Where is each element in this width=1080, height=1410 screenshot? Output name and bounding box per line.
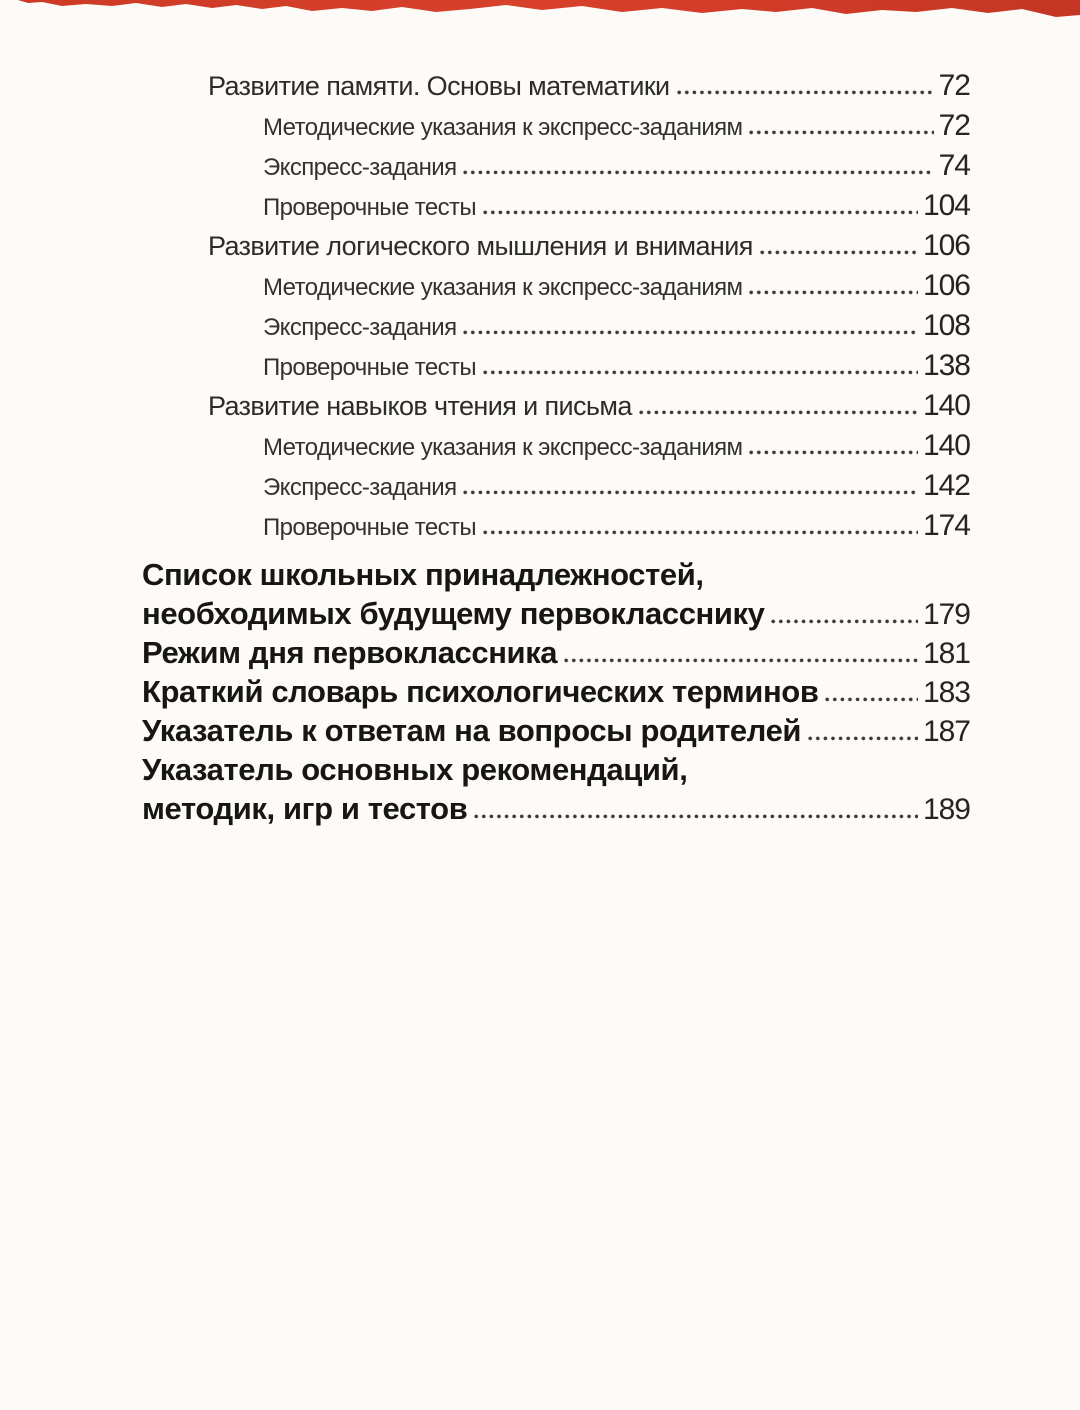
dot-leader xyxy=(483,369,918,375)
toc-entry xyxy=(142,306,970,346)
dot-leader xyxy=(564,657,918,663)
toc-entry-page: 183 xyxy=(922,676,970,709)
toc-entry xyxy=(142,106,970,146)
toc-entry xyxy=(142,426,970,466)
toc-entry-page: 106 xyxy=(922,229,970,262)
toc-entry xyxy=(142,226,970,266)
dot-leader xyxy=(483,209,918,215)
toc-entry-label: Проверочные тесты xyxy=(263,354,477,381)
dot-leader xyxy=(749,289,917,295)
toc-entry-page: 140 xyxy=(922,389,970,422)
toc-entry-label: Список школьных принадлежностей, xyxy=(142,557,704,592)
toc-entry-page: 72 xyxy=(938,109,970,142)
toc-entry xyxy=(142,506,970,546)
dot-leader xyxy=(749,129,933,135)
toc-entry xyxy=(142,750,970,789)
toc-entry-label: Развитие навыков чтения и письма xyxy=(208,391,632,421)
toc-entry-label: Методические указания к экспресс-заданиям xyxy=(263,114,743,141)
toc-entry-label: методик, игр и тестов xyxy=(142,791,468,826)
dot-leader xyxy=(483,529,918,535)
toc-entry-page: 108 xyxy=(922,309,970,342)
toc-entry-page: 106 xyxy=(922,269,970,302)
toc-entry-label: Проверочные тесты xyxy=(263,514,477,541)
toc-entry-label: Развитие логического мышления и внимания xyxy=(208,231,753,261)
toc-entry xyxy=(142,146,970,186)
dot-leader xyxy=(825,696,917,702)
toc-entry xyxy=(142,633,970,672)
toc-entry-page: 189 xyxy=(922,793,970,826)
toc-entry xyxy=(142,466,970,506)
toc-entry-page: 140 xyxy=(922,429,970,462)
dot-leader xyxy=(463,329,917,335)
toc-entry-label: необходимых будущему первокласснику xyxy=(142,596,765,631)
toc-entry-label: Режим дня первоклассника xyxy=(142,635,558,670)
toc-entry-page: 179 xyxy=(922,598,970,631)
dot-leader xyxy=(760,249,918,255)
toc-entry xyxy=(142,711,970,750)
toc-entry-label: Экспресс-задания xyxy=(263,474,457,501)
dot-leader xyxy=(771,618,917,624)
toc-entry xyxy=(142,266,970,306)
toc-entry-page: 104 xyxy=(922,189,970,222)
toc-entry xyxy=(142,594,970,633)
toc-entry xyxy=(142,346,970,386)
toc-entry xyxy=(142,66,970,106)
toc-entry-page: 142 xyxy=(922,469,970,502)
dot-leader xyxy=(474,813,918,819)
toc-entry-label: Указатель к ответам на вопросы родителей xyxy=(142,713,802,748)
dot-leader xyxy=(639,409,918,415)
toc-entry-label: Краткий словарь психологических терминов xyxy=(142,674,819,709)
dot-leader xyxy=(808,735,918,741)
toc-entry-label: Методические указания к экспресс-заданиям xyxy=(263,434,743,461)
table-of-contents xyxy=(142,66,970,828)
dot-leader xyxy=(677,89,934,95)
toc-entry-page: 174 xyxy=(922,509,970,542)
toc-entry-label: Экспресс-задания xyxy=(263,154,457,181)
toc-entry-label: Методические указания к экспресс-заданиям xyxy=(263,274,743,301)
toc-entry xyxy=(142,672,970,711)
toc-entry xyxy=(142,186,970,226)
dot-leader xyxy=(463,169,933,175)
toc-entry-label: Экспресс-задания xyxy=(263,314,457,341)
toc-entry-label: Указатель основных рекомендаций, xyxy=(142,752,688,787)
toc-entry-page: 187 xyxy=(922,715,970,748)
dot-leader xyxy=(749,449,917,455)
toc-entry xyxy=(142,386,970,426)
dot-leader xyxy=(463,489,917,495)
toc-entry-page: 181 xyxy=(922,637,970,670)
scan-edge-strip xyxy=(0,0,1080,20)
toc-entry xyxy=(142,789,970,828)
toc-entry-page: 138 xyxy=(922,349,970,382)
toc-entry xyxy=(142,555,970,594)
toc-entry-page: 74 xyxy=(938,149,970,182)
toc-entry-label: Проверочные тесты xyxy=(263,194,477,221)
toc-entry-label: Развитие памяти. Основы математики xyxy=(208,71,670,101)
toc-entry-page: 72 xyxy=(938,69,970,102)
